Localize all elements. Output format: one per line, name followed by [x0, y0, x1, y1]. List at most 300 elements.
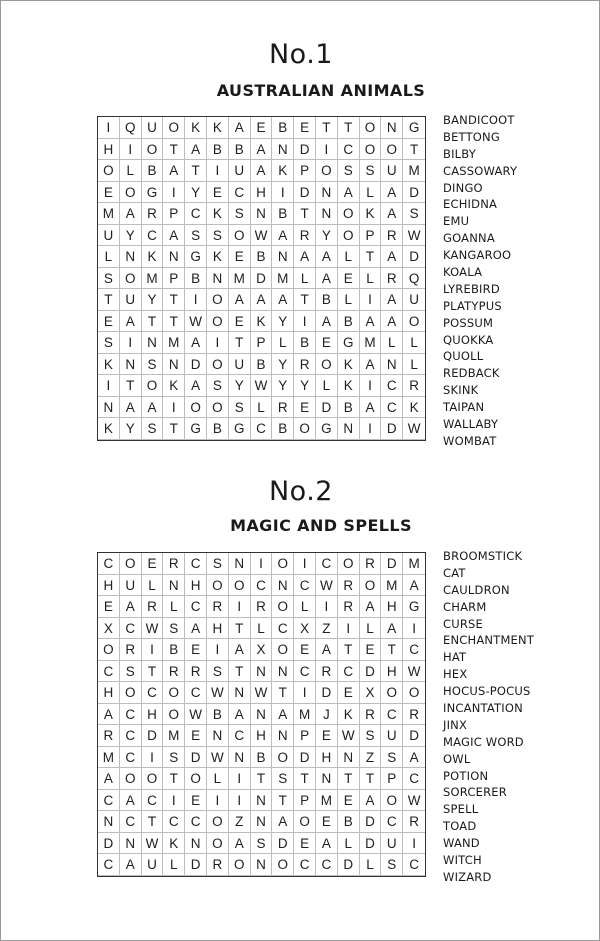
grid-cell: C [381, 397, 403, 419]
grid-cell: N [251, 203, 273, 225]
grid-cell: I [163, 397, 185, 419]
grid-cell: R [381, 268, 403, 290]
word-list [443, 112, 517, 450]
word-list-item: WAND [443, 836, 480, 851]
grid-cell: D [316, 397, 338, 419]
grid-cell: O [272, 596, 294, 618]
grid-cell: H [185, 575, 207, 597]
grid-cell: S [98, 332, 120, 354]
grid-cell: N [251, 704, 273, 726]
grid-cell: S [120, 661, 142, 683]
grid-cell: B [163, 639, 185, 661]
grid-cell: S [142, 354, 164, 376]
word-list-item: CURSE [443, 616, 484, 631]
grid-cell: A [185, 139, 207, 161]
grid-cell: I [360, 375, 382, 397]
grid-cell: S [207, 661, 229, 683]
grid-cell: T [403, 139, 425, 161]
grid-cell: R [403, 811, 425, 833]
grid-cell: T [294, 203, 316, 225]
grid-cell: N [338, 418, 360, 440]
grid-cell: K [185, 117, 207, 139]
grid-cell: A [98, 704, 120, 726]
grid-cell: O [381, 790, 403, 812]
word-list-item: WIZARD [443, 869, 492, 884]
grid-cell: A [272, 289, 294, 311]
grid-cell: E [229, 311, 251, 333]
grid-cell: R [294, 354, 316, 376]
grid-cell: A [381, 311, 403, 333]
grid-cell: L [272, 332, 294, 354]
grid-cell: T [251, 768, 273, 790]
grid-cell: D [403, 182, 425, 204]
grid-cell: B [207, 418, 229, 440]
grid-cell: A [185, 375, 207, 397]
grid-cell: O [163, 117, 185, 139]
grid-cell: T [294, 768, 316, 790]
grid-cell: C [403, 854, 425, 876]
word-list-item: WOMBAT [443, 433, 497, 448]
grid-cell: T [142, 811, 164, 833]
grid-cell: L [403, 332, 425, 354]
grid-cell: R [163, 661, 185, 683]
grid-cell: A [272, 811, 294, 833]
grid-cell: H [207, 618, 229, 640]
grid-cell: W [251, 375, 273, 397]
grid-cell: M [163, 332, 185, 354]
puzzle-number: No.2 [268, 476, 333, 507]
grid-cell: T [272, 682, 294, 704]
grid-cell: L [338, 289, 360, 311]
grid-cell: W [403, 418, 425, 440]
word-list-item: CAULDRON [443, 582, 510, 597]
grid-cell: N [272, 246, 294, 268]
grid-cell: A [360, 790, 382, 812]
grid-cell: A [229, 117, 251, 139]
word-list-item: ECHIDNA [443, 197, 498, 212]
grid-cell: G [185, 418, 207, 440]
grid-cell: Y [316, 225, 338, 247]
grid-cell: C [294, 854, 316, 876]
grid-cell: C [98, 854, 120, 876]
word-list-item: OWL [443, 751, 471, 766]
grid-cell: S [185, 225, 207, 247]
grid-cell: N [316, 182, 338, 204]
grid-cell: O [229, 854, 251, 876]
grid-cell: M [229, 268, 251, 290]
grid-cell: Z [316, 618, 338, 640]
grid-cell: U [142, 854, 164, 876]
grid-cell: O [338, 553, 360, 575]
grid-cell: O [338, 225, 360, 247]
grid-cell: C [381, 375, 403, 397]
word-list-item: BANDICOOT [443, 113, 515, 127]
grid-cell: W [403, 790, 425, 812]
grid-cell: T [316, 117, 338, 139]
grid-cell: O [207, 811, 229, 833]
grid-cell: C [120, 704, 142, 726]
grid-cell: C [163, 811, 185, 833]
grid-cell: N [381, 117, 403, 139]
grid-cell: C [120, 725, 142, 747]
grid-cell: I [316, 139, 338, 161]
grid-cell: B [142, 160, 164, 182]
grid-cell: N [120, 354, 142, 376]
grid-cell: A [229, 704, 251, 726]
grid-cell: B [272, 117, 294, 139]
grid-cell: Y [272, 375, 294, 397]
grid-cell: R [381, 225, 403, 247]
grid-cell: C [381, 704, 403, 726]
grid-cell: G [316, 418, 338, 440]
grid-cell: M [98, 747, 120, 769]
grid-cell: D [338, 854, 360, 876]
grid-cell: T [338, 639, 360, 661]
grid-cell: U [381, 725, 403, 747]
grid-cell: H [316, 747, 338, 769]
grid-cell: T [229, 618, 251, 640]
grid-cell: R [120, 639, 142, 661]
grid-cell: T [229, 332, 251, 354]
grid-cell: T [163, 768, 185, 790]
grid-cell: N [251, 811, 273, 833]
grid-cell: N [163, 575, 185, 597]
grid-cell: C [185, 553, 207, 575]
word-list-item: EMU [443, 214, 470, 229]
grid-cell: I [142, 747, 164, 769]
grid-cell: L [98, 246, 120, 268]
grid-cell: B [338, 811, 360, 833]
grid-cell: K [338, 704, 360, 726]
grid-cell: A [272, 225, 294, 247]
grid-cell: O [142, 375, 164, 397]
grid-cell: X [98, 618, 120, 640]
grid-cell: S [360, 725, 382, 747]
grid-cell: L [403, 354, 425, 376]
grid-cell: A [381, 182, 403, 204]
grid-cell: B [251, 246, 273, 268]
grid-cell: O [316, 160, 338, 182]
grid-cell: D [294, 182, 316, 204]
grid-cell: Y [294, 375, 316, 397]
word-list-item: BILBY [443, 146, 476, 161]
grid-cell: N [229, 553, 251, 575]
grid-cell: D [360, 833, 382, 855]
grid-cell: P [163, 268, 185, 290]
grid-cell: L [316, 375, 338, 397]
grid-cell: N [163, 246, 185, 268]
grid-cell: B [207, 139, 229, 161]
word-list-item: GOANNA [443, 231, 495, 246]
grid-cell: Q [403, 268, 425, 290]
grid-cell: S [229, 397, 251, 419]
grid-cell: D [185, 354, 207, 376]
grid-cell: U [229, 160, 251, 182]
grid-cell: K [98, 418, 120, 440]
grid-cell: L [294, 268, 316, 290]
grid-cell: A [272, 704, 294, 726]
grid-cell: C [185, 811, 207, 833]
grid-cell: N [120, 833, 142, 855]
grid-cell: A [142, 397, 164, 419]
grid-cell: W [251, 225, 273, 247]
grid-cell: L [163, 596, 185, 618]
grid-cell: T [142, 311, 164, 333]
grid-cell: I [272, 182, 294, 204]
grid-cell: D [381, 418, 403, 440]
grid-cell: L [381, 332, 403, 354]
grid-cell: Y [272, 311, 294, 333]
grid-cell: H [251, 182, 273, 204]
grid-cell: I [360, 418, 382, 440]
grid-cell: R [272, 397, 294, 419]
word-list-item: HOCUS-POCUS [443, 684, 531, 699]
grid-cell: O [316, 354, 338, 376]
word-list-item: SKINK [443, 383, 479, 398]
grid-cell: A [120, 203, 142, 225]
grid-cell: A [381, 289, 403, 311]
grid-cell: N [98, 811, 120, 833]
grid-cell: O [360, 117, 382, 139]
grid-cell: A [381, 246, 403, 268]
word-list-item: TAIPAN [443, 400, 485, 415]
grid-cell: W [142, 833, 164, 855]
grid-cell: A [316, 311, 338, 333]
grid-cell: T [163, 311, 185, 333]
grid-cell: A [185, 332, 207, 354]
grid-cell: K [338, 354, 360, 376]
grid-cell: S [163, 618, 185, 640]
grid-cell: K [98, 354, 120, 376]
grid-cell: P [360, 225, 382, 247]
grid-cell: N [338, 747, 360, 769]
grid-cell: B [294, 332, 316, 354]
grid-cell: T [381, 639, 403, 661]
grid-cell: O [207, 311, 229, 333]
grid-cell: G [403, 117, 425, 139]
grid-cell: A [251, 160, 273, 182]
puzzle-number: No.1 [268, 39, 333, 70]
grid-cell: M [403, 553, 425, 575]
grid-cell: I [403, 618, 425, 640]
grid-cell: O [185, 768, 207, 790]
grid-cell: R [294, 225, 316, 247]
grid-cell: O [120, 682, 142, 704]
grid-cell: A [316, 833, 338, 855]
grid-cell: W [207, 747, 229, 769]
grid-cell: E [294, 397, 316, 419]
grid-cell: C [403, 639, 425, 661]
grid-cell: N [229, 747, 251, 769]
grid-cell: W [251, 682, 273, 704]
grid-cell: A [251, 139, 273, 161]
grid-cell: U [403, 289, 425, 311]
grid-cell: D [316, 682, 338, 704]
word-list-item: HAT [443, 650, 467, 665]
grid-cell: R [207, 596, 229, 618]
grid-cell: D [403, 246, 425, 268]
grid-cell: M [360, 332, 382, 354]
grid-cell: O [360, 575, 382, 597]
grid-cell: S [381, 854, 403, 876]
grid-cell: O [98, 160, 120, 182]
grid-cell: E [185, 639, 207, 661]
grid-cell: T [120, 375, 142, 397]
grid-cell: O [360, 139, 382, 161]
grid-cell: U [120, 575, 142, 597]
grid-cell: H [98, 682, 120, 704]
grid-cell: I [338, 618, 360, 640]
grid-cell: K [207, 117, 229, 139]
grid-cell: Y [185, 182, 207, 204]
grid-cell: S [251, 833, 273, 855]
grid-cell: T [272, 790, 294, 812]
grid-cell: W [403, 661, 425, 683]
grid-cell: B [316, 289, 338, 311]
grid-cell: A [185, 618, 207, 640]
grid-cell: B [185, 268, 207, 290]
grid-cell: X [360, 682, 382, 704]
grid-cell: B [251, 747, 273, 769]
grid-cell: C [316, 854, 338, 876]
grid-cell: A [381, 203, 403, 225]
word-list-item: POSSUM [443, 315, 494, 330]
grid-cell: U [229, 354, 251, 376]
grid-cell: S [360, 160, 382, 182]
grid-cell: C [98, 553, 120, 575]
grid-cell: K [338, 375, 360, 397]
word-list-item: KANGAROO [443, 248, 512, 263]
grid-cell: X [294, 618, 316, 640]
grid-cell: A [98, 768, 120, 790]
grid-cell: I [229, 596, 251, 618]
grid-cell: C [229, 725, 251, 747]
grid-cell: S [142, 418, 164, 440]
grid-cell: N [163, 354, 185, 376]
grid-cell: O [163, 682, 185, 704]
grid-cell: A [120, 854, 142, 876]
grid-cell: P [294, 160, 316, 182]
grid-cell: B [207, 704, 229, 726]
grid-cell: C [98, 790, 120, 812]
grid-cell: W [403, 225, 425, 247]
word-list [443, 548, 534, 886]
grid-cell: S [403, 203, 425, 225]
grid-cell: L [294, 596, 316, 618]
grid-cell: A [360, 354, 382, 376]
grid-cell: N [251, 854, 273, 876]
grid-cell: C [98, 661, 120, 683]
puzzle-title: AUSTRALIAN ANIMALS [216, 81, 426, 100]
grid-cell: K [272, 160, 294, 182]
grid-cell: L [360, 854, 382, 876]
grid-cell: D [98, 833, 120, 855]
grid-cell: M [316, 790, 338, 812]
grid-cell: L [207, 768, 229, 790]
word-list-item: MAGIC WORD [443, 734, 524, 749]
grid-cell: O [120, 768, 142, 790]
grid-cell: M [272, 268, 294, 290]
grid-cell: S [207, 225, 229, 247]
grid-cell: I [251, 553, 273, 575]
grid-cell: I [294, 311, 316, 333]
grid-cell: I [207, 639, 229, 661]
puzzle-title: MAGIC AND SPELLS [230, 516, 412, 535]
grid-cell: K [360, 203, 382, 225]
grid-cell: N [207, 268, 229, 290]
grid-cell: W [185, 704, 207, 726]
grid-cell: L [251, 618, 273, 640]
grid-cell: N [229, 682, 251, 704]
grid-cell: N [251, 661, 273, 683]
word-list-item: JINX [443, 717, 468, 732]
grid-cell: E [360, 639, 382, 661]
grid-cell: A [229, 833, 251, 855]
grid-cell: I [163, 790, 185, 812]
grid-cell: O [207, 354, 229, 376]
grid-cell: O [207, 833, 229, 855]
grid-cell: E [185, 790, 207, 812]
word-list-item: QUOKKA [443, 332, 494, 347]
grid-cell: W [338, 725, 360, 747]
grid-cell: C [251, 575, 273, 597]
word-list-item: PLATYPUS [443, 298, 502, 313]
grid-cell: E [98, 182, 120, 204]
grid-cell: C [338, 661, 360, 683]
grid-cell: O [272, 639, 294, 661]
word-list-item: POTION [443, 768, 489, 783]
word-list-item: BETTONG [443, 129, 500, 144]
grid-cell: I [294, 553, 316, 575]
grid-cell: K [251, 311, 273, 333]
grid-cell: O [185, 397, 207, 419]
grid-cell: L [338, 833, 360, 855]
grid-cell: T [360, 768, 382, 790]
grid-cell: Y [229, 375, 251, 397]
grid-cell: E [338, 682, 360, 704]
grid-cell: H [381, 596, 403, 618]
grid-cell: Y [120, 418, 142, 440]
grid-cell: R [316, 661, 338, 683]
grid-cell: N [185, 833, 207, 855]
grid-cell: A [229, 639, 251, 661]
grid-cell: E [316, 811, 338, 833]
grid-cell: A [120, 311, 142, 333]
grid-cell: I [360, 289, 382, 311]
grid-cell: L [251, 397, 273, 419]
grid-cell: C [142, 790, 164, 812]
grid-cell: A [338, 182, 360, 204]
grid-cell: T [142, 661, 164, 683]
grid-cell: P [294, 790, 316, 812]
grid-cell: I [120, 332, 142, 354]
grid-cell: A [120, 596, 142, 618]
grid-cell: L [360, 268, 382, 290]
grid-cell: R [185, 661, 207, 683]
grid-cell: W [207, 682, 229, 704]
grid-cell: I [229, 790, 251, 812]
grid-cell: O [207, 289, 229, 311]
grid-cell: A [360, 596, 382, 618]
grid-cell: I [207, 160, 229, 182]
grid-cell: C [403, 768, 425, 790]
grid-cell: R [251, 596, 273, 618]
word-list-item: HEX [443, 667, 468, 682]
grid-cell: B [229, 139, 251, 161]
grid-cell: E [142, 553, 164, 575]
grid-cell: C [185, 682, 207, 704]
grid-cell: Y [120, 225, 142, 247]
